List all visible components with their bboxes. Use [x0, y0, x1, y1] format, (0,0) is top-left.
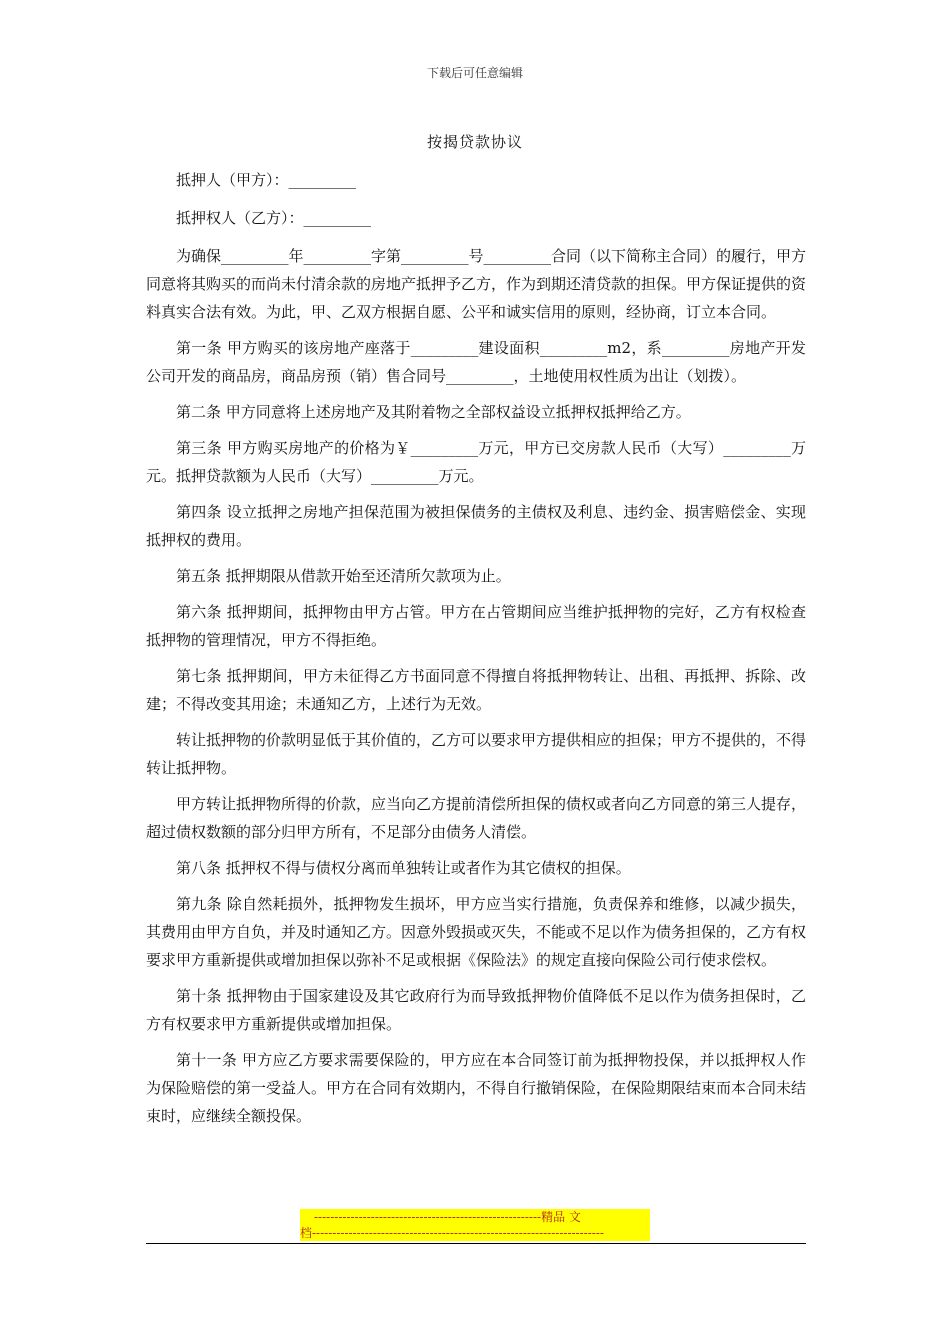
article-8: 第八条 抵押权不得与债权分离而单独转让或者作为其它债权的担保。: [176, 859, 631, 877]
article-3: 第三条 甲方购买房地产的价格为￥_________万元，甲方已交房款人民币（大写）_________万元。抵押贷款额为人民币（大写）_________万元。: [146, 439, 806, 485]
document-title: 按揭贷款协议: [426, 133, 523, 151]
footer-divider: [146, 1243, 806, 1244]
article-7-clause-transfer-price: 转让抵押物的价款明显低于其价值的，乙方可以要求甲方提供相应的担保；甲方不提供的，不得转让抵押物。: [146, 731, 807, 777]
article-10: 第十条 抵押物由于国家建设及其它政府行为而导致抵押物价值降低不足以作为债务担保时，乙方有权要求甲方重新提供或增加担保。: [146, 987, 806, 1033]
preamble-paragraph: 为确保_________年_________字第_________号_________合同（以下简称主合同）的履行，甲方同意将其购买的而尚未付清余款的房地产抵押予乙方，作为到期还清贷款的担保。甲方保证提供的资料真实合法有效。为此，甲、乙双方根据自愿、公平和诚实信用的原则，经协商，订立本合同。: [146, 247, 807, 321]
document-body: [146, 166, 806, 1138]
article-2: 第二条 甲方同意将上述房地产及其附着物之全部权益设立抵押权抵押给乙方。: [176, 403, 691, 421]
footer-watermark: [300, 1209, 650, 1241]
article-9: 第九条 除自然耗损外，抵押物发生损坏，甲方应当实行措施，负责保养和维修，以减少损失，其费用由甲方自负，并及时通知乙方。因意外毁损或灭失，不能或不足以作为债务担保的，乙方有权要求甲方重新提供或增加担保以弥补不足或根据《保险法》的规定直接向保险公司行使求偿权。: [146, 895, 807, 969]
article-5: 第五条 抵押期限从借款开始至还清所欠款项为止。: [176, 567, 511, 585]
article-7: 第七条 抵押期间，甲方未征得乙方书面同意不得擅自将抵押物转让、出租、再抵押、拆除、改建；不得改变其用途；未通知乙方，上述行为无效。: [146, 667, 806, 713]
article-4: 第四条 设立抵押之房地产担保范围为被担保债务的主债权及利息、违约金、损害赔偿金、实现抵押权的费用。: [146, 503, 806, 549]
party-mortgagor: 抵押人（甲方）：_________: [176, 171, 357, 189]
article-6: 第六条 抵押期间，抵押物由甲方占管。甲方在占管期间应当维护抵押物的完好，乙方有权检查抵押物的管理情况，甲方不得拒绝。: [146, 603, 806, 649]
page-header: 下载后可任意编辑: [426, 66, 523, 80]
footer-line-2: 档------------------------------------------------------------------------: [300, 1225, 650, 1241]
footer-line-1: --------------------------------------------------------精品 文: [300, 1209, 650, 1225]
article-11: 第十一条 甲方应乙方要求需要保险的，甲方应在本合同签订前为抵押物投保，并以抵押权人作为保险赔偿的第一受益人。甲方在合同有效期内，不得自行撤销保险，在保险期限结束而本合同未结束时，应继续全额投保。: [146, 1051, 807, 1125]
article-7-clause-transfer-proceeds: 甲方转让抵押物所得的价款，应当向乙方提前清偿所担保的债权或者向乙方同意的第三人提存，超过债权数额的部分归甲方所有，不足部分由债务人清偿。: [146, 795, 807, 841]
party-mortgagee: 抵押权人（乙方）：_________: [176, 209, 372, 227]
article-1: 第一条 甲方购买的该房地产座落于_________建设面积_________m2，系_________房地产开发公司开发的商品房，商品房预（销）售合同号_________，土地使用权性质为出让（划拨）。: [146, 339, 806, 385]
